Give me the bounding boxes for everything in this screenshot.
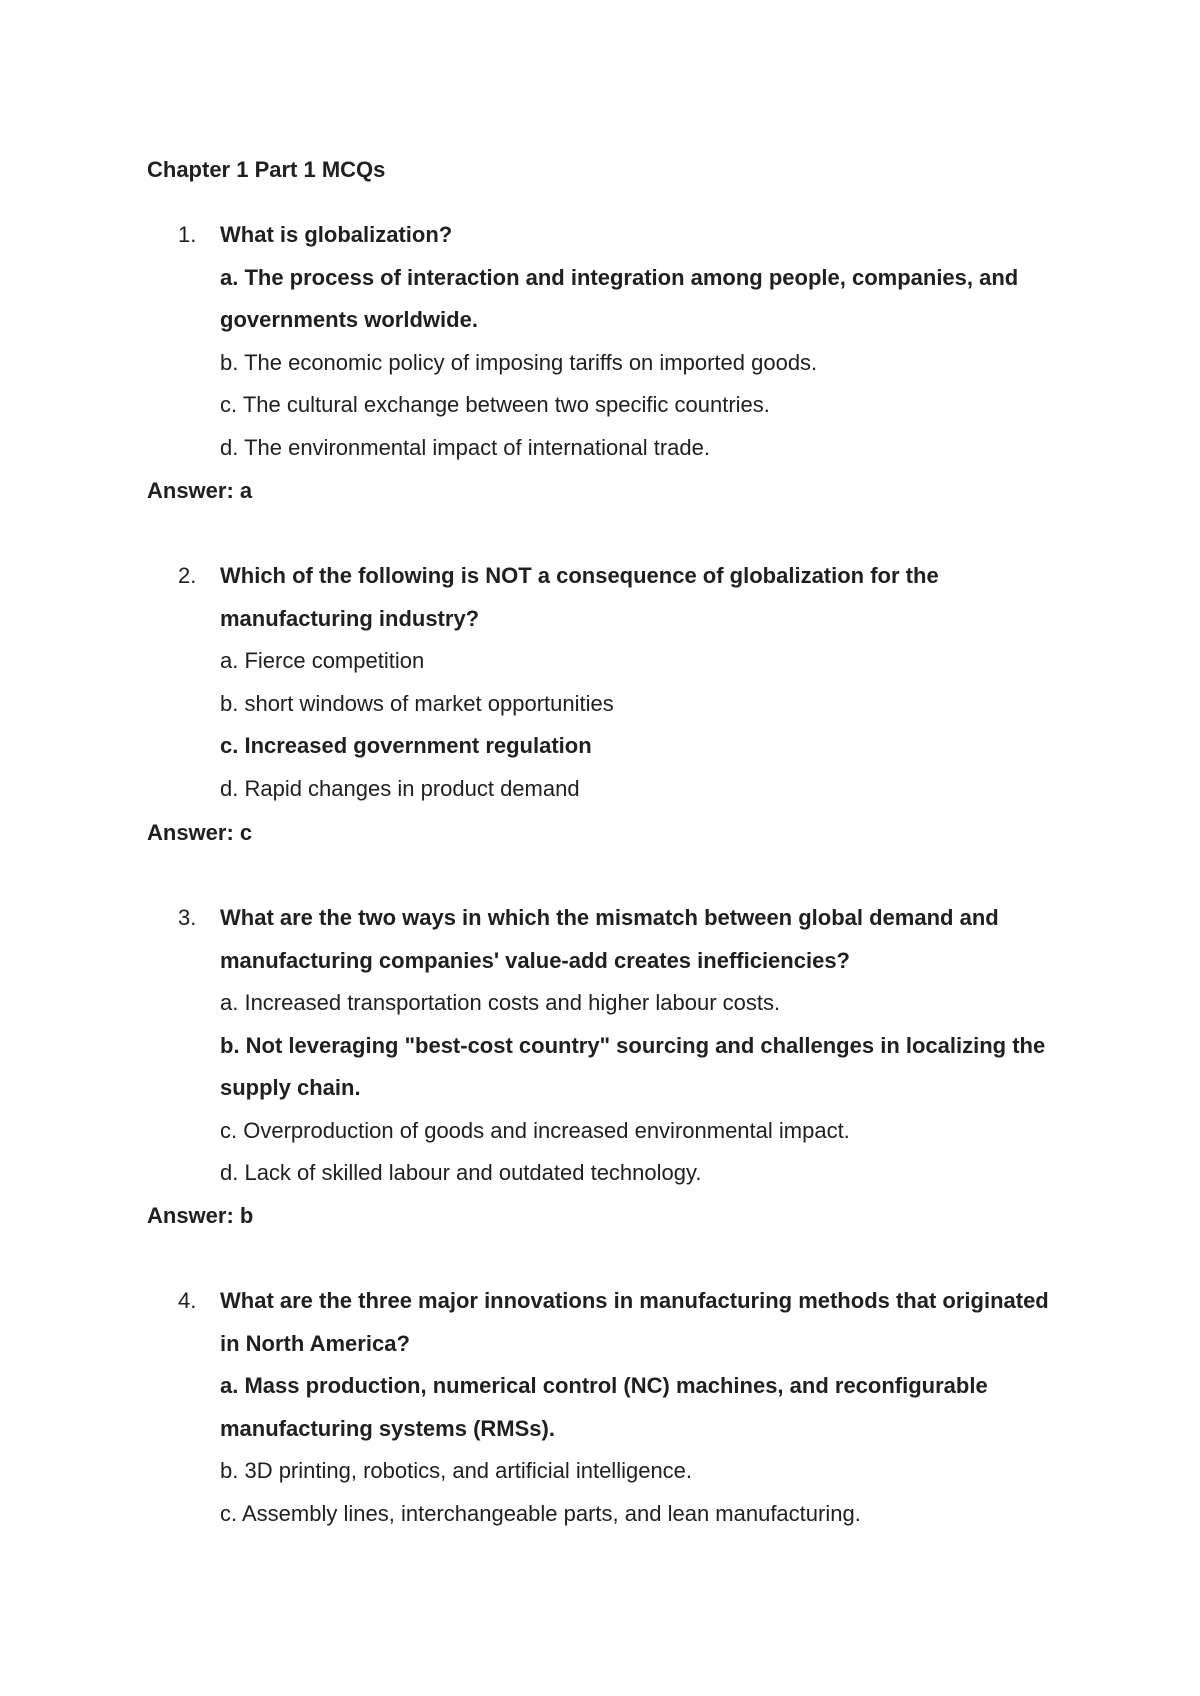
document-title: Chapter 1 Part 1 MCQs <box>147 157 386 182</box>
option-a: a. Mass production, numerical control (NC) machines, and reconfigurable manufacturing systems (RMSs). <box>220 1373 988 1441</box>
option-a: a. Increased transportation costs and higher labour costs. <box>220 990 781 1015</box>
question-body <box>220 897 1060 1195</box>
question-number: 1. <box>178 222 197 247</box>
option-b: b. The economic policy of imposing tariffs on imported goods. <box>220 349 818 375</box>
option-b: b. 3D printing, robotics, and artificial intelligence. <box>220 1458 693 1483</box>
option-a: a. The process of interaction and integration among people, companies, and governments worldwide. <box>220 264 1019 332</box>
option-d: d. Rapid changes in product demand <box>220 775 580 801</box>
option-b: b. short windows of market opportunities <box>220 690 614 716</box>
question-body <box>220 214 1060 469</box>
question-body <box>220 555 1060 810</box>
question-text: Which of the following is NOT a consequence of globalization for the manufacturing industry? <box>220 563 939 631</box>
option-c: c. Assembly lines, interchangeable parts, and lean manufacturing. <box>220 1500 861 1526</box>
option-a: a. Fierce competition <box>220 648 425 673</box>
question-text: What are the two ways in which the mismatch between global demand and manufacturing companies' value-add creates inefficiencies? <box>220 905 999 973</box>
answer-2: Answer: c <box>147 820 253 845</box>
question-number: 3. <box>178 905 197 930</box>
question-number: 2. <box>178 563 197 588</box>
option-c: c. Increased government regulation <box>220 733 592 758</box>
answer-3: Answer: b <box>147 1203 254 1228</box>
question-body <box>220 1280 1060 1535</box>
option-d: d. The environmental impact of international trade. <box>220 434 710 460</box>
answer-1: Answer: a <box>147 478 253 503</box>
question-number: 4. <box>178 1288 197 1313</box>
question-text: What are the three major innovations in manufacturing methods that originated in North America? <box>220 1288 1049 1356</box>
option-b: b. Not leveraging "best-cost country" sourcing and challenges in localizing the supply chain. <box>220 1032 1046 1100</box>
option-c: c. The cultural exchange between two specific countries. <box>220 392 770 417</box>
question-text: What is globalization? <box>220 222 453 247</box>
option-c: c. Overproduction of goods and increased environmental impact. <box>220 1117 850 1143</box>
option-d: d. Lack of skilled labour and outdated technology. <box>220 1160 702 1185</box>
